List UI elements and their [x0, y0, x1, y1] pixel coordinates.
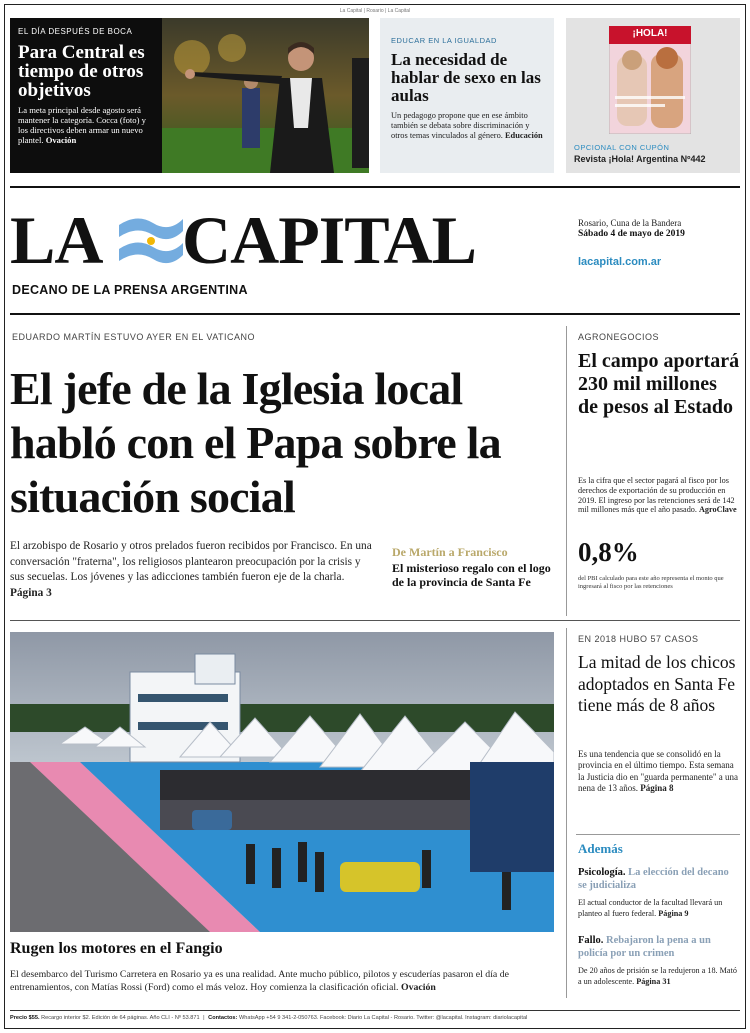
hola-magazine-cover: [609, 26, 691, 134]
ademas-item-2-page[interactable]: Página 31: [636, 976, 671, 986]
adopted-headline[interactable]: La mitad de los chicos adoptados en Santa Fe tiene más de 8 años: [578, 652, 736, 715]
educar-kicker: EDUCAR EN LA IGUALDAD: [391, 36, 497, 45]
educar-section: Educación: [504, 131, 543, 140]
logo-capital: CAPITAL: [182, 202, 476, 278]
footer-line: Precio $55. Recargo interior $2. Edición de 64 páginas. Año CLI - Nº 53.871 | Contactos: WhatsApp +54 9 341-2-050763. Facebook: Diario La Capital - Rosario. Twitter: @lacapital. Instagram: diariolacapital: [10, 1015, 528, 1021]
agro-kicker: AGRONEGOCIOS: [578, 332, 660, 342]
lead-kicker: EDUARDO MARTÍN ESTUVO AYER EN EL VATICANO: [12, 332, 256, 342]
masthead-city: Rosario, Cuna de la Bandera: [578, 218, 682, 228]
coach-photo: [162, 18, 369, 173]
masthead-tagline: DECANO DE LA PRENSA ARGENTINA: [12, 283, 248, 297]
masthead-date: Sábado 4 de mayo de 2019: [578, 229, 685, 239]
footer-rule: [10, 1010, 740, 1011]
ademas-item-1[interactable]: [578, 866, 740, 892]
agro-body-block: [578, 476, 740, 515]
top-tiny-header: La Capital | Rosario | La Capital: [339, 8, 411, 14]
ademas-item-1-title: La elección del decano se judicializa: [578, 867, 729, 891]
photo-body-block: [10, 968, 554, 994]
adopted-body: Es una tendencia que se consolidó en la provincia en el último tiempo. Esta semana la Justicia dio en "guarda permanente" a una nena de 13 años.: [578, 749, 739, 793]
ademas-rule: [576, 834, 740, 835]
ademas-item-2-title: Rebajaron la pena a un policía por un crimen: [578, 935, 711, 959]
footer-contacts-label: Contactos:: [208, 1015, 238, 1021]
masthead-url[interactable]: lacapital.com.ar: [578, 256, 662, 268]
agro-stat: 0,8%: [578, 537, 639, 567]
column-divider-1: [566, 326, 567, 616]
ademas-item-1-lead: Psicología.: [578, 867, 626, 878]
hola-kicker: OPCIONAL CON CUPÓN: [574, 143, 670, 152]
boca-promo[interactable]: [10, 18, 369, 173]
argentina-flag-icon: [117, 211, 185, 269]
racetrack-photo[interactable]: [10, 632, 554, 932]
footer-price-detail: Recargo interior $2. Edición de 64 páginas. Año CLI - Nº 53.871: [41, 1015, 200, 1021]
ademas-item-1-page[interactable]: Página 9: [658, 908, 689, 918]
adopted-kicker: EN 2018 HUBO 57 CASOS: [578, 634, 699, 644]
sidebar-box-label: De Martín a Francisco: [392, 545, 508, 559]
hola-promo[interactable]: [566, 18, 740, 173]
photo-headline[interactable]: Rugen los motores en el Fangio: [10, 940, 223, 957]
lead-page[interactable]: Página 3: [10, 586, 52, 599]
hola-cover-logo: ¡HOLA!: [632, 28, 668, 39]
boca-section: Ovación: [45, 135, 77, 145]
sidebar-box-headline: El misterioso regalo con el logo de la provincia de Santa Fe: [392, 561, 551, 589]
boca-kicker: EL DÍA DESPUÉS DE BOCA: [18, 27, 133, 36]
column-divider-2: [566, 628, 567, 998]
agro-stat-caption: del PBI calculado para este año representa el monto que ingresará al fisco por las retenciones: [578, 575, 724, 590]
agro-headline[interactable]: El campo aportará 230 mil millones de pesos al Estado: [578, 350, 740, 418]
footer-contacts: WhatsApp +54 9 341-2-050763. Facebook: Diario La Capital - Rosario. Twitter: @lacapital. Instagram: diariolacapital: [238, 1015, 528, 1021]
section-rule: [10, 620, 740, 621]
ademas-item-2-body: De 20 años de prisión se la redujeron a 18. Mató a un adolescente.: [578, 966, 737, 986]
boca-body: La meta principal desde agosto será mantener la categoría. Cocca (foto) y los directivos deben armar un nuevo plantel.: [18, 105, 146, 145]
hola-title: Revista ¡Hola! Argentina Nº442: [574, 154, 706, 164]
adopted-page[interactable]: Página 8: [640, 782, 674, 793]
educar-promo[interactable]: [380, 18, 554, 173]
adopted-body-block: [578, 749, 740, 794]
photo-section: Ovación: [400, 982, 436, 993]
ademas-item-2-lead: Fallo.: [578, 935, 604, 946]
logo-la: LA: [10, 202, 103, 278]
boca-headline: Para Central es tiempo de otros objetivos: [18, 42, 145, 101]
ademas-title: Además: [578, 841, 623, 856]
masthead-logo[interactable]: [10, 202, 570, 278]
footer-price: Precio $55.: [10, 1015, 40, 1021]
educar-headline: La necesidad de hablar de sexo en las aulas: [391, 50, 541, 105]
agro-body: Es la cifra que el sector pagará al fisco por los derechos de exportación de su producción en 2019. El ingreso por las retenciones será de 142 mil millones más que el año pasado.: [578, 476, 735, 515]
lead-body-block: [10, 539, 372, 601]
lead-body: El arzobispo de Rosario y otros prelados fueron recibidos por Francisco. En una conversación "fraterna", los religiosos plantearon preocupación por la crisis y sus secuelas. Los jóvenes y las adicciones también fueron eje de la charla.: [10, 540, 372, 583]
photo-body: El desembarco del Turismo Carretera en Rosario ya es una realidad. Ante mucho público, pilotos y escuderías pasaron el día de entrenamientos, con Matías Rossi (Ford) como el más veloz. Hoy comienza la clasificación oficial.: [10, 969, 509, 993]
agro-section: AgroClave: [698, 505, 737, 515]
ademas-item-2[interactable]: [578, 934, 740, 960]
ademas-item-1-body: El actual conductor de la facultad llevará un planteo al fuero federal.: [578, 898, 723, 918]
masthead-bottom-rule: [10, 313, 740, 315]
ademas-item-1-body-block: [578, 898, 740, 919]
ademas-item-2-body-block: [578, 966, 740, 987]
lead-headline[interactable]: El jefe de la Iglesia local habló con el Papa sobre la situación social: [10, 363, 501, 522]
masthead-top-rule: [10, 186, 740, 188]
educar-body: Un pedagogo propone que en ese ámbito también se debata sobre discriminación y otros temas vinculados al género.: [391, 111, 530, 140]
sidebar-box[interactable]: [392, 545, 557, 589]
